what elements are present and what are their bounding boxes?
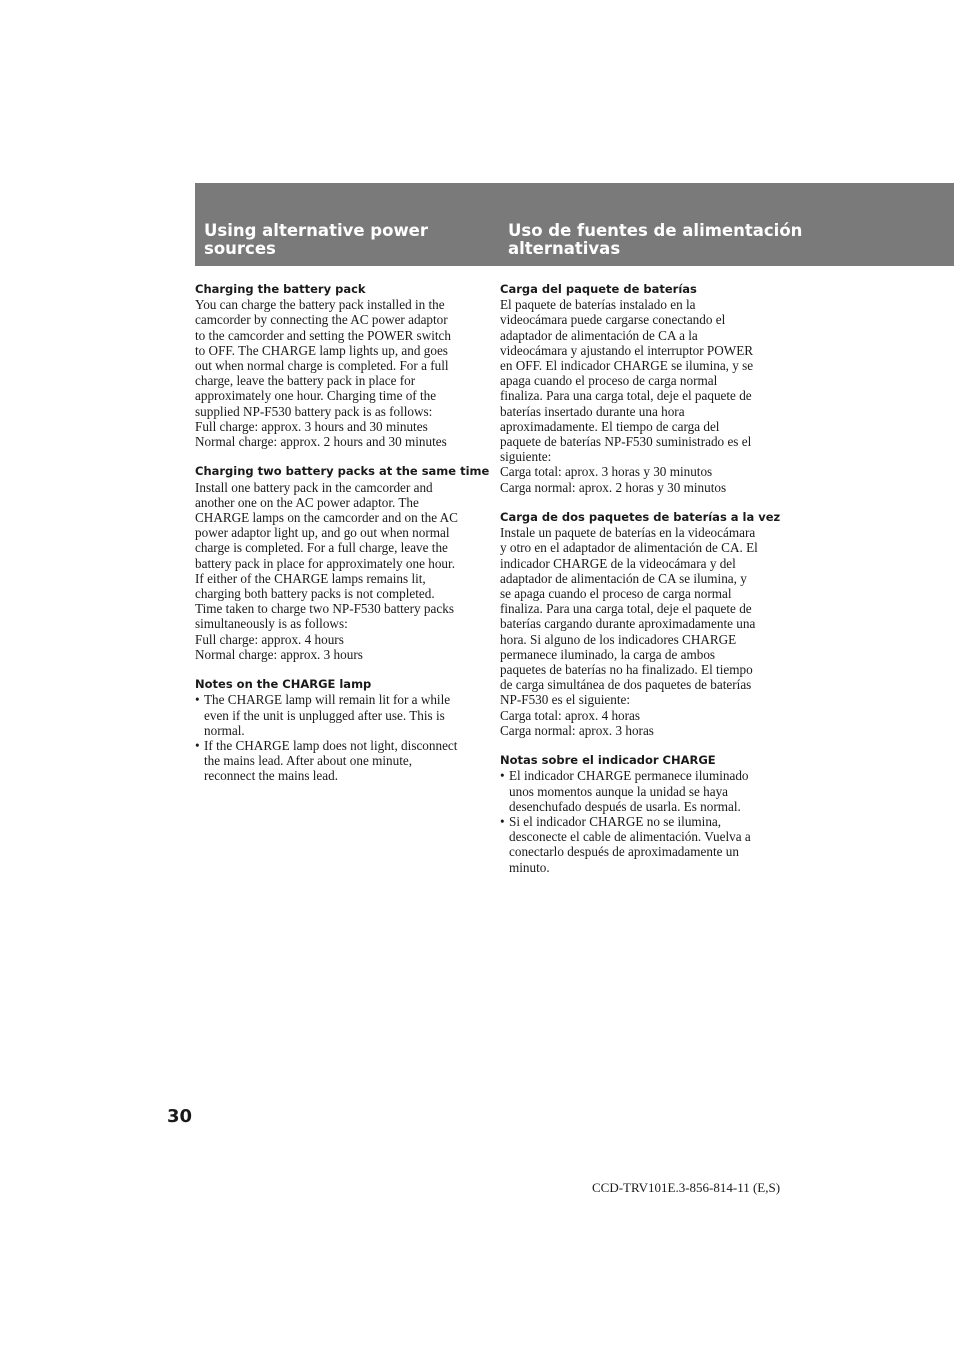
note-item — [500, 814, 790, 875]
body-text-line: videocámara puede cargarse conectando el — [500, 312, 726, 328]
body-text-line: apaga cuando el proceso de carga normal — [500, 373, 718, 389]
body-text-line: simultaneously is as follows: — [195, 616, 348, 632]
body-text-line: charge is completed. For a full charge, leave the — [195, 540, 448, 556]
body-text-line: El paquete de baterías instalado en la — [500, 297, 696, 313]
body-text-line: another one on the AC power adaptor. The — [195, 494, 419, 510]
body-text-line: Full charge: approx. 3 hours and 30 minutes — [195, 418, 428, 434]
body-text-line: permanece iluminado, la carga de ambos — [500, 646, 716, 662]
note-text-line: desconecte el cable de alimentación. Vuelva a — [509, 829, 751, 845]
body-text-line: CHARGE lamps on the camcorder and on the AC — [195, 510, 458, 526]
note-text-line: reconnect the mains lead. — [204, 768, 339, 784]
note-text-line: If the CHARGE lamp does not light, disconnect — [204, 738, 458, 754]
body-text-line: supplied NP-F530 battery pack is as follows: — [195, 403, 433, 419]
paragraph-gap — [500, 738, 790, 753]
body-text-line: charging both battery packs is not completed. — [195, 586, 435, 602]
english-column — [195, 282, 490, 784]
note-text-line: Si el indicador CHARGE no se ilumina, — [509, 814, 722, 830]
body-text-line: If either of the CHARGE lamps remains lit, — [195, 570, 426, 586]
body-text-line: se apaga cuando el proceso de carga normal — [500, 586, 732, 602]
body-text-line: finaliza. Para una carga total, deje el paquete de — [500, 601, 752, 617]
note-text-line: The CHARGE lamp will remain lit for a while — [204, 692, 451, 708]
note-item — [195, 692, 485, 738]
body-text-line: to the camcorder and setting the POWER switch — [195, 327, 451, 343]
note-item — [500, 768, 790, 814]
body-text-line: Full charge: approx. 4 hours — [195, 631, 344, 647]
paragraph-gap — [195, 449, 485, 464]
bullet-icon: • — [195, 692, 200, 708]
body-text-line: y otro en el adaptador de alimentación de CA. El — [500, 540, 758, 556]
body-text-line: Normal charge: approx. 2 hours and 30 minutes — [195, 434, 447, 450]
body-text-line: Normal charge: approx. 3 hours — [195, 646, 363, 662]
body-text-line: paquetes de baterías no ha finalizado. El tiempo — [500, 662, 753, 678]
paragraph-gap — [195, 662, 485, 677]
notes-heading: Notas sobre el indicador CHARGE — [500, 753, 716, 768]
note-text-line: normal. — [204, 722, 245, 738]
bullet-icon: • — [500, 768, 505, 784]
notes-heading: Notes on the CHARGE lamp — [195, 677, 372, 692]
note-text-line: El indicador CHARGE permanece iluminado — [509, 768, 749, 784]
body-text-line: power adaptor light up, and go out when normal — [195, 525, 450, 541]
body-text-line: Carga total: aprox. 3 horas y 30 minutos — [500, 464, 713, 480]
spanish-column — [500, 282, 790, 875]
body-text-line: de carga simultánea de dos paquetes de baterías — [500, 677, 752, 693]
body-text-line: adaptador de alimentación de CA se ilumina, y — [500, 570, 747, 586]
paragraph-gap — [500, 495, 790, 510]
body-text-line: NP-F530 es el siguiente: — [500, 692, 631, 708]
body-text-line: camcorder by connecting the AC power adaptor — [195, 312, 448, 328]
note-text-line: desenchufado después de usarla. Es normal. — [509, 798, 741, 814]
note-text-line: minuto. — [509, 859, 550, 875]
body-text-line: indicador CHARGE de la videocámara y del — [500, 555, 736, 571]
body-text-line: to OFF. The CHARGE lamp lights up, and goes — [195, 342, 448, 358]
note-text-line: even if the unit is unplugged after use. This is — [204, 707, 445, 723]
bullet-icon: • — [500, 814, 505, 830]
body-text-line: en OFF. El indicador CHARGE se ilumina, y se — [500, 358, 754, 374]
note-text-line: unos momentos aunque la unidad se haya — [509, 783, 729, 799]
page-number: 30 — [167, 1106, 193, 1127]
body-text-line: finaliza. Para una carga total, deje el paquete de — [500, 388, 752, 404]
body-text-line: battery pack in place for approximately one hour. — [195, 555, 455, 571]
body-text-line: paquete de baterías NP-F530 suministrado es el — [500, 434, 752, 450]
note-text-line: conectarlo después de aproximadamente un — [509, 844, 739, 860]
section-title-spanish: Uso de fuentes de alimentación alternativas — [508, 221, 803, 258]
section-heading: Charging two battery packs at the same time — [195, 464, 490, 479]
body-text-line: aproximadamente. El tiempo de carga del — [500, 418, 720, 434]
section-heading: Charging the battery pack — [195, 282, 366, 296]
note-item — [195, 738, 485, 784]
body-text-line: baterías insertado durante una hora — [500, 403, 685, 419]
note-text-line: the mains lead. After about one minute, — [204, 753, 413, 769]
body-text-line: Carga normal: aprox. 3 horas — [500, 722, 654, 738]
body-text-line: baterías cargando durante aproximadamente una — [500, 616, 756, 632]
body-text-line: Carga total: aprox. 4 horas — [500, 707, 641, 723]
body-text-line: Instale un paquete de baterías en la videocámara — [500, 525, 756, 541]
body-text-line: approximately one hour. Charging time of the — [195, 388, 437, 404]
bullet-icon: • — [195, 738, 200, 754]
body-text-line: You can charge the battery pack installed in the — [195, 297, 445, 313]
body-text-line: hora. Si alguno de los indicadores CHARGE — [500, 631, 737, 647]
body-text-line: siguiente: — [500, 449, 552, 465]
document-code: CCD-TRV101E.3-856-814-11 (E,S) — [592, 1180, 781, 1195]
body-text-line: videocámara y ajustando el interruptor POWER — [500, 342, 754, 358]
body-text-line: charge, leave the battery pack in place for — [195, 373, 416, 389]
body-text-line: adaptador de alimentación de CA a la — [500, 327, 698, 343]
body-text-line: Install one battery pack in the camcorder and — [195, 479, 433, 495]
body-text-line: Time taken to charge two NP-F530 battery packs — [195, 601, 454, 617]
section-heading: Carga de dos paquetes de baterías a la vez — [500, 510, 781, 525]
body-text-line: Carga normal: aprox. 2 horas y 30 minutos — [500, 479, 727, 495]
section-title-english: Using alternative power sources — [204, 221, 429, 258]
section-heading: Carga del paquete de baterías — [500, 282, 697, 296]
body-text-line: out when normal charge is completed. For a full — [195, 358, 449, 374]
